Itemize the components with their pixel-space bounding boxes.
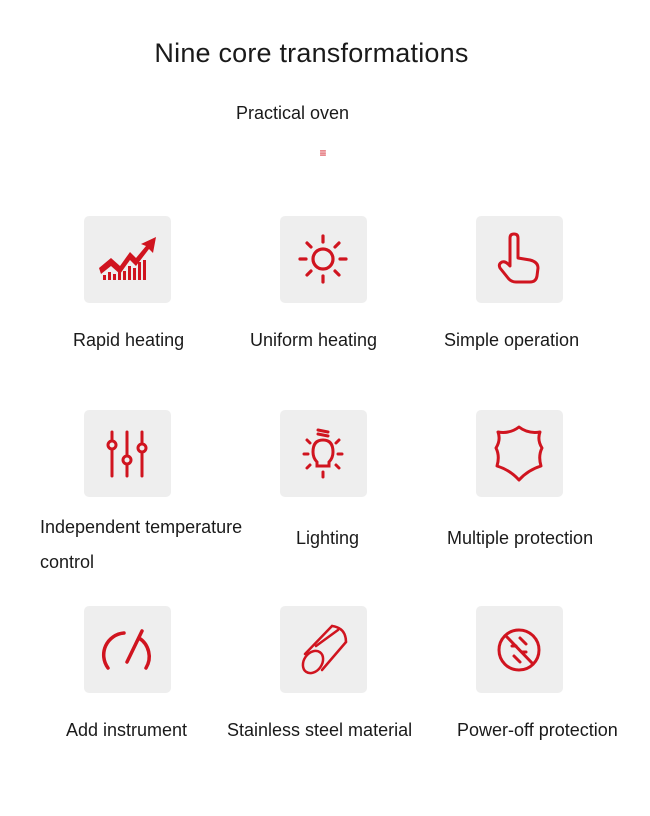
page-title: Nine core transformations bbox=[154, 38, 469, 68]
power-off-icon bbox=[476, 606, 563, 693]
steel-tube-icon bbox=[280, 606, 367, 693]
uniform-heating-tile bbox=[280, 216, 367, 303]
lightbulb-icon bbox=[280, 410, 367, 497]
multiple-protection-tile bbox=[476, 410, 563, 497]
page-subtitle: Practical oven bbox=[235, 103, 350, 123]
feature-label: Uniform heating bbox=[250, 330, 378, 350]
sun-icon bbox=[280, 216, 367, 303]
pointing-hand-icon bbox=[476, 216, 563, 303]
add-instrument-tile bbox=[84, 606, 171, 693]
feature-label: Lighting bbox=[296, 528, 360, 548]
rising-chart-icon bbox=[84, 216, 171, 303]
menu-icon: ≡ bbox=[319, 146, 327, 160]
feature-label: Simple operation bbox=[444, 330, 580, 350]
rapid-heating-tile bbox=[84, 216, 171, 303]
feature-label: Independent temperature control bbox=[40, 517, 243, 572]
gauge-icon bbox=[84, 606, 171, 693]
shield-icon bbox=[476, 410, 563, 497]
lighting-tile bbox=[280, 410, 367, 497]
stainless-steel-material-tile bbox=[280, 606, 367, 693]
sliders-icon bbox=[84, 410, 171, 497]
feature-label: Rapid heating bbox=[73, 330, 185, 350]
power-off-protection-tile bbox=[476, 606, 563, 693]
feature-label: Multiple protection bbox=[447, 528, 594, 548]
simple-operation-tile bbox=[476, 216, 563, 303]
feature-label: Stainless steel material bbox=[227, 720, 413, 740]
feature-label: Add instrument bbox=[66, 720, 188, 740]
independent-temperature-control-tile bbox=[84, 410, 171, 497]
feature-label: Power-off protection bbox=[457, 720, 618, 740]
